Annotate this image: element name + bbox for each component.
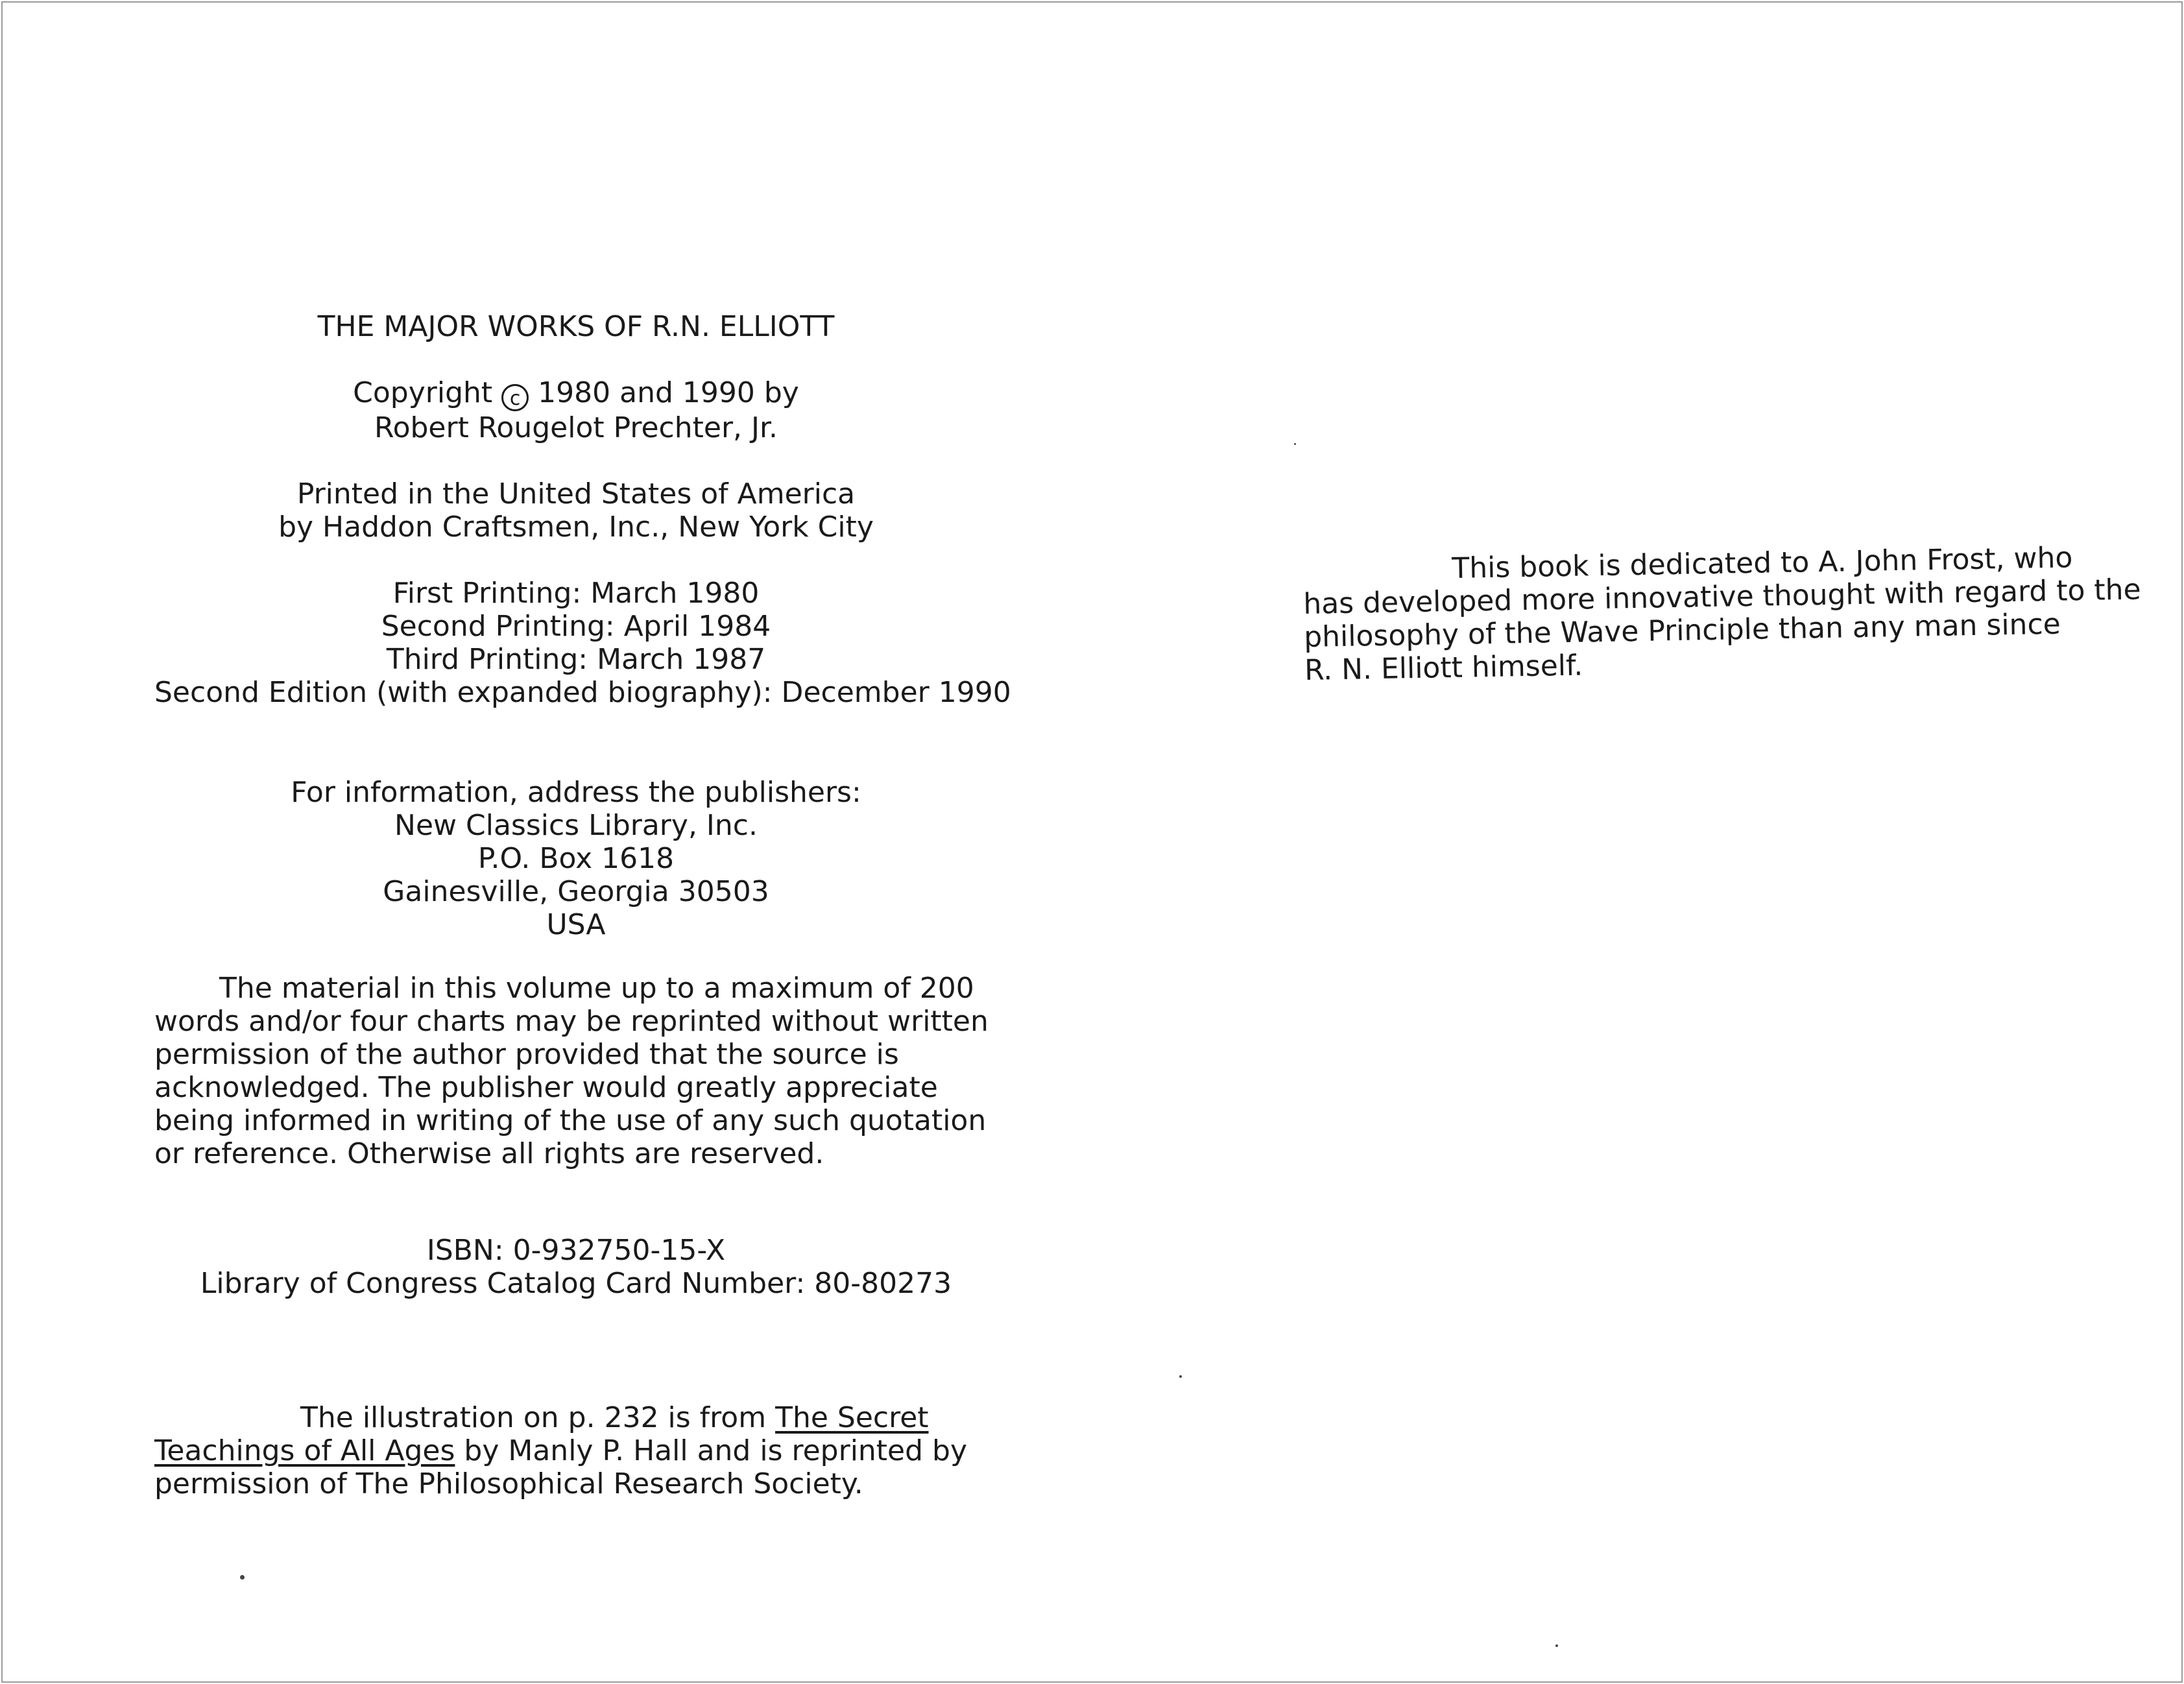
printing-line: Second Edition (with expanded biography): December 1990 xyxy=(154,676,1011,709)
copyright-prefix: Copyright xyxy=(353,376,493,409)
printer-block xyxy=(154,477,998,544)
permission-line: being informed in writing of the use of any such quotation xyxy=(154,1104,987,1137)
dedication-text: This book is dedicated to A. John Frost, who xyxy=(1451,541,2073,585)
illustration-line-1 xyxy=(154,1401,998,1434)
isbn-block xyxy=(154,1234,998,1300)
printing-line: Third Printing: March 1987 xyxy=(386,643,766,676)
dedication-line: philosophy of the Wave Principle than any man since xyxy=(1303,607,2061,654)
copyright-block xyxy=(154,376,998,444)
printer-line-1: Printed in the United States of America xyxy=(296,477,856,511)
scan-speck xyxy=(1294,443,1296,445)
printer-line-2: by Haddon Craftsmen, Inc., New York City xyxy=(278,511,874,544)
publisher-city: Gainesville, Georgia 30503 xyxy=(383,875,769,908)
permission-paragraph xyxy=(154,972,998,1170)
copyright-line xyxy=(154,376,998,411)
permission-line: acknowledged. The publisher would greatly appreciate xyxy=(154,1071,938,1104)
illustration-text: by Manly P. Hall and is reprinted by xyxy=(464,1434,968,1467)
dedication-line: R. N. Elliott himself. xyxy=(1304,649,1583,687)
book-title-reference: Teachings of All Ages xyxy=(154,1434,455,1467)
lccn-number: Library of Congress Catalog Card Number: 80-80273 xyxy=(200,1267,952,1300)
printings-block xyxy=(154,577,1011,709)
illustration-credit xyxy=(154,1401,998,1500)
publisher-country: USA xyxy=(546,908,606,941)
dedication-line: has developed more innovative thought with regard to the xyxy=(1302,573,2141,621)
publisher-name: New Classics Library, Inc. xyxy=(394,809,758,842)
illustration-text: The illustration on p. 232 is from xyxy=(300,1401,767,1434)
permission-line: The material in this volume up to a maximum of 200 xyxy=(219,972,974,1005)
copyright-symbol-icon: c xyxy=(501,384,529,411)
permission-line: permission of the author provided that the source is xyxy=(154,1038,899,1071)
book-title-reference: The Secret xyxy=(775,1401,929,1434)
copyright-years: 1980 and 1990 by xyxy=(538,376,799,409)
publisher-intro: For information, address the publishers: xyxy=(291,776,861,809)
copyright-holder: Robert Rougelot Prechter, Jr. xyxy=(374,411,778,444)
permission-line: words and/or four charts may be reprinted without written xyxy=(154,1005,989,1038)
dedication-paragraph xyxy=(1302,540,2141,687)
printing-line: First Printing: March 1980 xyxy=(392,577,760,610)
publisher-address xyxy=(154,776,998,941)
scan-speck xyxy=(1179,1375,1182,1378)
printing-line: Second Printing: April 1984 xyxy=(381,610,771,643)
isbn-number: ISBN: 0-932750-15-X xyxy=(426,1234,726,1267)
book-title xyxy=(154,310,998,343)
scan-speck xyxy=(240,1575,245,1580)
scan-speck xyxy=(1555,1644,1558,1647)
illustration-line-2 xyxy=(154,1434,998,1467)
illustration-line-3: permission of The Philosophical Research Society. xyxy=(154,1467,863,1500)
permission-line: or reference. Otherwise all rights are reserved. xyxy=(154,1137,824,1170)
publisher-box: P.O. Box 1618 xyxy=(477,842,675,875)
title-text: THE MAJOR WORKS OF R.N. ELLIOTT xyxy=(317,310,835,343)
